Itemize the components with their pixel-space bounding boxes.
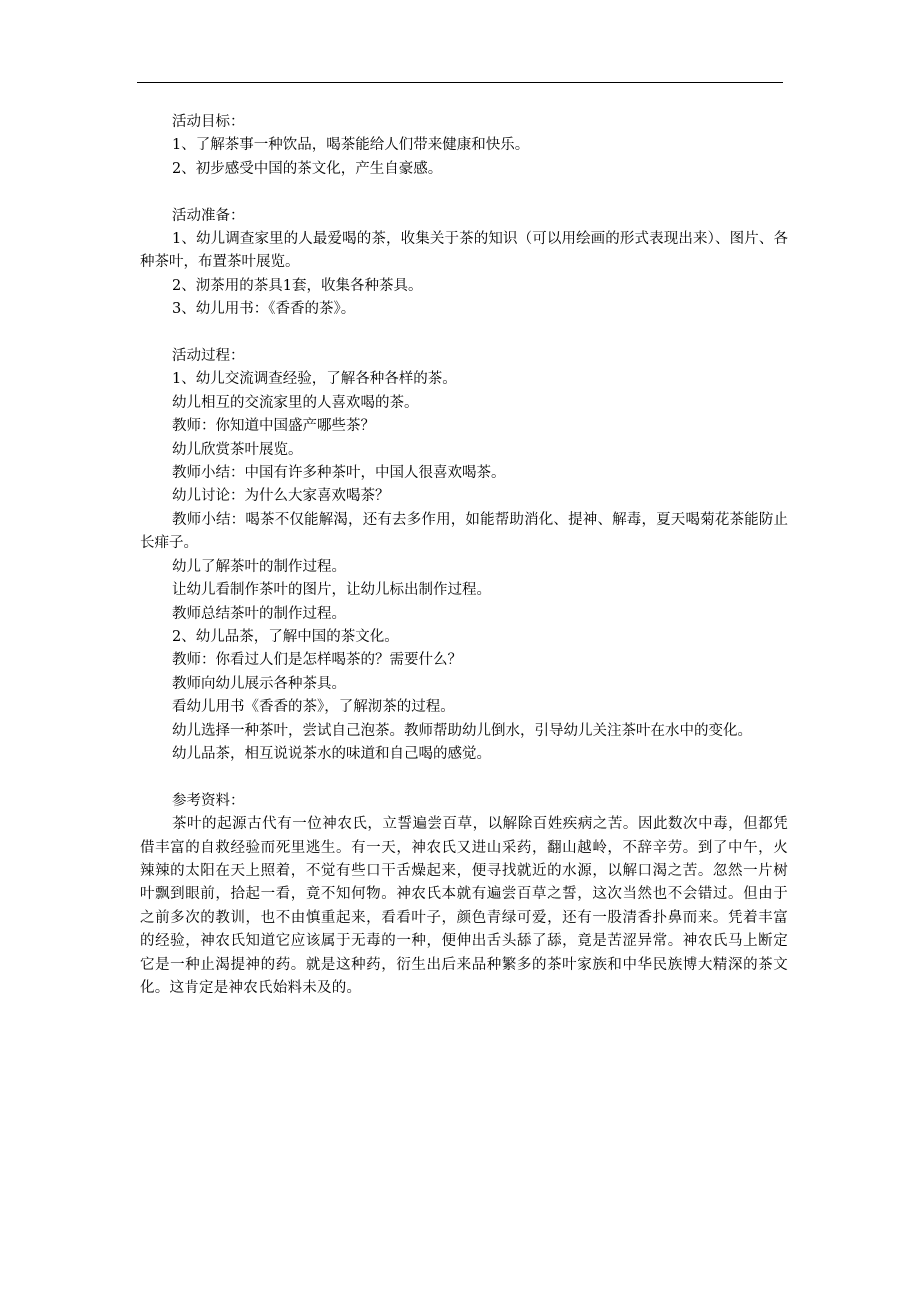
section-heading: 参考资料： [172,792,245,809]
paragraph: 2、幼儿品茶，了解中国的茶文化。 [172,628,399,645]
paragraph: 2、初步感受中国的茶文化，产生自豪感。 [172,160,443,177]
paragraph: 幼儿讨论：为什么大家喜欢喝茶？ [172,488,390,505]
paragraph: 1、了解茶事一种饮品，喝茶能给人们带来健康和快乐。 [172,137,530,154]
paragraph: 让幼儿看制作茶叶的图片，让幼儿标出制作过程。 [172,582,491,599]
paragraph: 幼儿选择一种茶叶，尝试自己泡茶。教师帮助幼儿倒水，引导幼儿关注茶叶在水中的变化。 [172,722,752,739]
section-heading: 活动过程： [172,348,245,365]
paragraph: 幼儿欣赏茶叶展览。 [172,441,303,458]
section-heading: 活动准备： [172,207,245,224]
paragraph: 幼儿了解茶叶的制作过程。 [172,558,346,575]
section-reference [140,790,788,1001]
paragraph: 教师小结：喝茶不仅能解渴，还有去多作用，如能帮助消化、提神、解毒，夏天喝菊花茶能防止长痱子。 [140,511,788,552]
paragraph: 幼儿品茶，相互说说茶水的味道和自己喝的感觉。 [172,745,491,762]
paragraph: 1、幼儿交流调查经验，了解各种各样的茶。 [172,371,457,388]
section-goals [140,111,788,181]
paragraph: 教师小结：中国有许多种茶叶，中国人很喜欢喝茶。 [172,465,506,482]
section-preparation [140,205,788,322]
paragraph: 2、沏茶用的茶具1套，收集各种茶具。 [172,277,423,294]
paragraph: 教师：你看过人们是怎样喝茶的？需要什么？ [172,652,462,669]
paragraph: 教师向幼儿展示各种茶具。 [172,675,346,692]
paragraph: 教师总结茶叶的制作过程。 [172,605,346,622]
paragraph: 1、幼儿调查家里的人最爱喝的茶，收集关于茶的知识（可以用绘画的形式表现出来）、图片、各种茶叶，布置茶叶展览。 [140,231,788,271]
section-heading: 活动目标： [172,114,245,130]
paragraph: 幼儿相互的交流家里的人喜欢喝的茶。 [172,394,419,411]
document-body [140,111,788,1024]
paragraph: 3、幼儿用书：《香香的茶》。 [172,301,356,318]
header-rule [137,82,783,83]
paragraph: 茶叶的起源古代有一位神农氏，立誓遍尝百草，以解除百姓疾病之苦。因此数次中毒，但都凭借丰富的自救经验而死里逃生。有一天，神农氏又进山采药，翻山越岭，不辞辛劳。到了中午，火辣辣的太阳在天上照着，不觉有些口干舌燥起来，便寻找就近的水源，以解口渴之苦。忽然一片树叶飘到眼前，拾起一看，竟不知何物。神农氏本就有遍尝百草之誓，这次当然也不会错过。但由于之前多次的教训，也不由慎重起来，看看叶子，颜色青绿可爱，还有一股清香扑鼻而来。凭着丰富的经验，神农氏知道它应该属于无毒的一种，便伸出舌头舔了舔，竟是苦涩异常。神农氏马上断定它是一种止渴提神的药。就是这种药，衍生出后来品种繁多的茶叶家族和中华民族博大精深的茶文化。这肯定是神农氏始料未及的。 [140,816,788,996]
section-process [140,345,788,766]
paragraph: 看幼儿用书《香香的茶》，了解沏茶的过程。 [172,699,455,716]
paragraph: 教师：你知道中国盛产哪些茶？ [172,418,375,435]
